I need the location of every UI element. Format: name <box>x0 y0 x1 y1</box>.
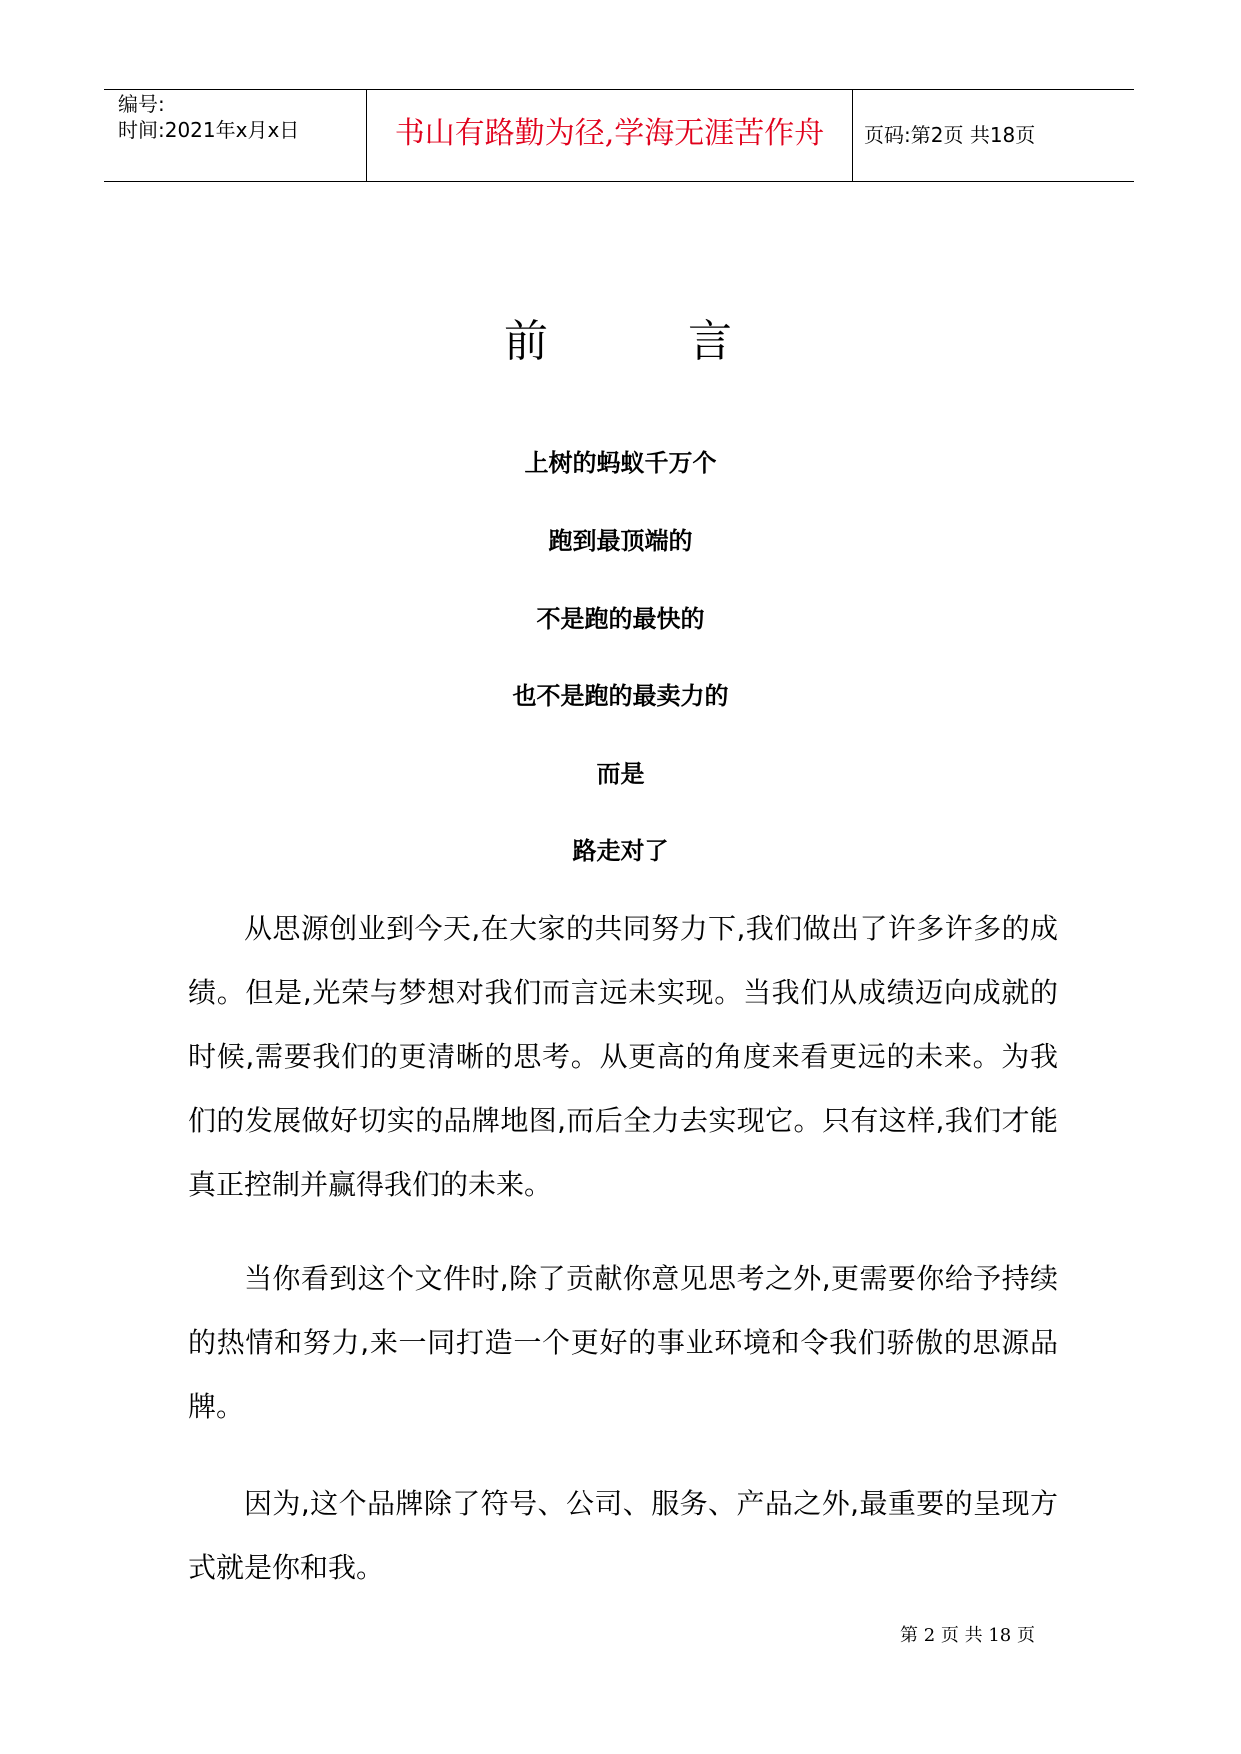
poem-line: 也不是跑的最卖力的 <box>512 682 729 710</box>
title-char: 前 <box>504 316 548 367</box>
title-char: 言 <box>688 316 732 367</box>
poem-line: 跑到最顶端的 <box>548 527 693 555</box>
page-header <box>104 89 1134 182</box>
document-time: 时间:2021年x月x日 <box>118 118 300 142</box>
document-number-label: 编号: <box>118 92 165 116</box>
header-divider <box>852 90 853 181</box>
body-paragraph: 当你看到这个文件时,除了贡献你意见思考之外,更需要你给予持续的热情和努力,来一同打造一个更好的事业环境和令我们骄傲的思源品牌。 <box>188 1262 1058 1423</box>
header-motto: 书山有路勤为径,学海无涯苦作舟 <box>394 116 825 151</box>
page-title <box>0 312 1241 372</box>
poem-line: 不是跑的最快的 <box>536 605 705 633</box>
header-page-code: 页码:第2页 共18页 <box>864 123 1036 147</box>
poem-line: 路走对了 <box>572 837 669 865</box>
body-paragraph: 从思源创业到今天,在大家的共同努力下,我们做出了许多许多的成绩。但是,光荣与梦想对我们而言远未实现。当我们从成绩迈向成就的时候,需要我们的更清晰的思考。从更高的角度来看更远的未来。为我们的发展做好切实的品牌地图,而后全力去实现它。只有这样,我们才能真正控制并赢得我们的未来。 <box>188 912 1058 1201</box>
body-paragraph: 因为,这个品牌除了符号、公司、服务、产品之外,最重要的呈现方式就是你和我。 <box>188 1487 1058 1584</box>
poem-line: 而是 <box>596 760 645 788</box>
poem-line: 上树的蚂蚁千万个 <box>524 449 717 477</box>
page-footer: 第 2 页 共 18 页 <box>900 1625 1035 1646</box>
